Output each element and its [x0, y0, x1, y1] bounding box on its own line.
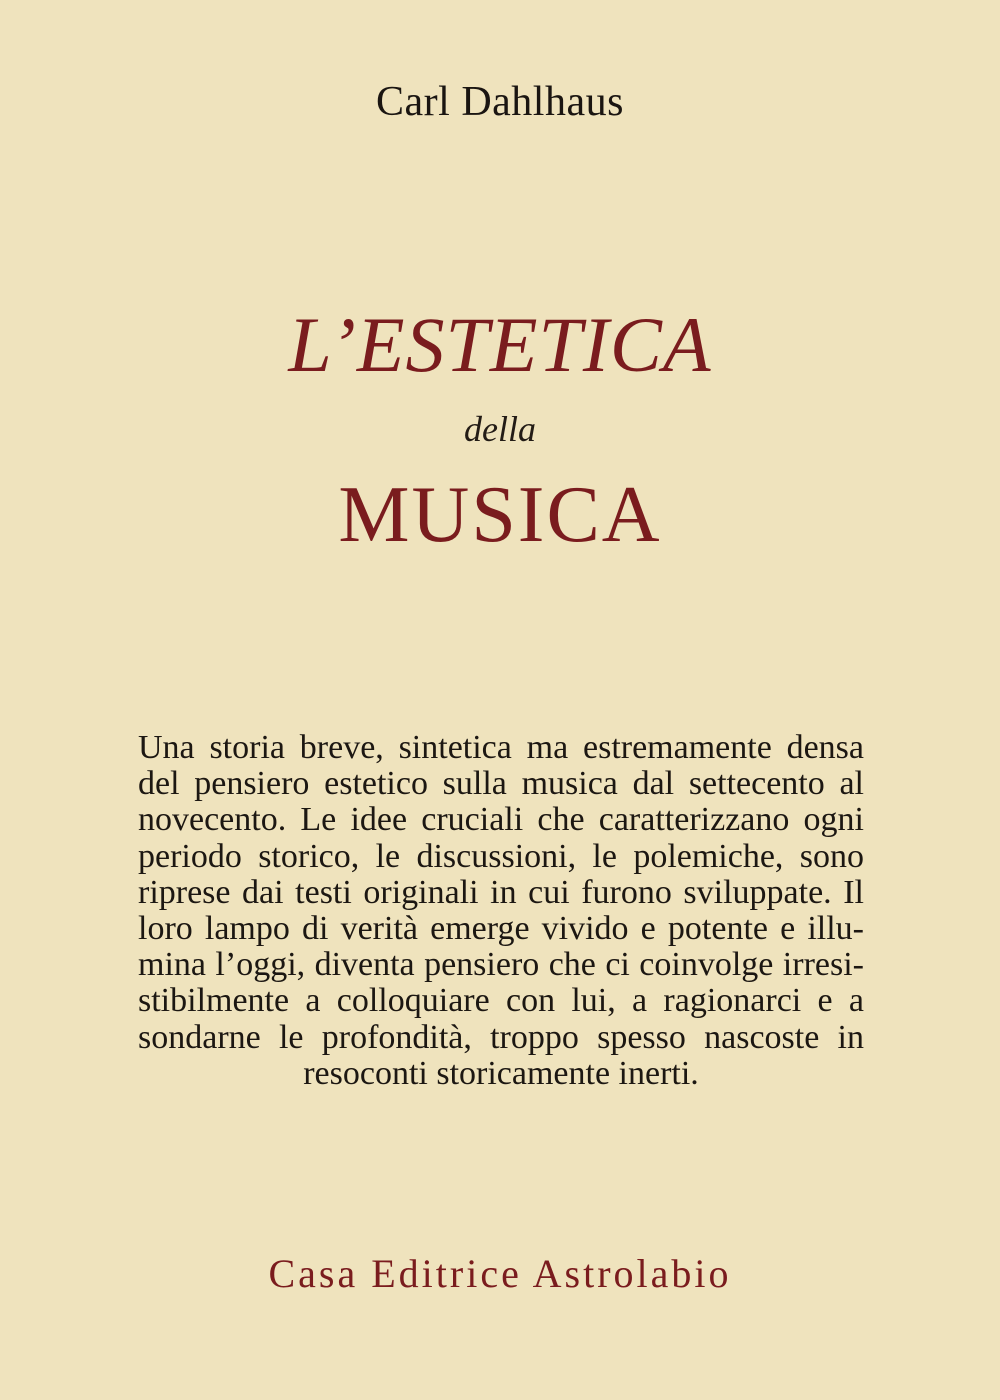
- blurb-line: periodo storico, le discussioni, le polemiche, sono: [138, 837, 864, 875]
- blurb-line: resoconti storicamente inerti.: [303, 1054, 699, 1092]
- author-name: Carl Dahlhaus: [376, 79, 624, 125]
- title-musica: MUSICA: [338, 471, 662, 559]
- blurb-line: Una storia breve, sintetica ma estremamente densa: [138, 729, 864, 766]
- blurb-line: del pensiero estetico sulla musica dal settecento al: [138, 765, 864, 803]
- publisher-name: Casa Editrice Astrolabio: [268, 1251, 732, 1296]
- blurb-line: stibilmente a colloquiare con lui, a ragionarci e a: [138, 982, 864, 1020]
- title-della: della: [464, 409, 536, 449]
- blurb-line: mina l’oggi, diventa pensiero che ci coinvolge irresi-: [138, 946, 864, 984]
- title-estetica: L’ESTETICA: [288, 301, 712, 388]
- blurb-line: loro lampo di verità emerge vivido e potente e illu-: [138, 910, 864, 948]
- blurb-line: novecento. Le idee cruciali che caratterizzano ogni: [138, 801, 864, 839]
- blurb-text: [138, 730, 864, 1092]
- blurb-line: sondarne le profondità, troppo spesso nascoste in: [138, 1018, 864, 1056]
- blurb-line: riprese dai testi originali in cui furono sviluppate. Il: [138, 873, 864, 911]
